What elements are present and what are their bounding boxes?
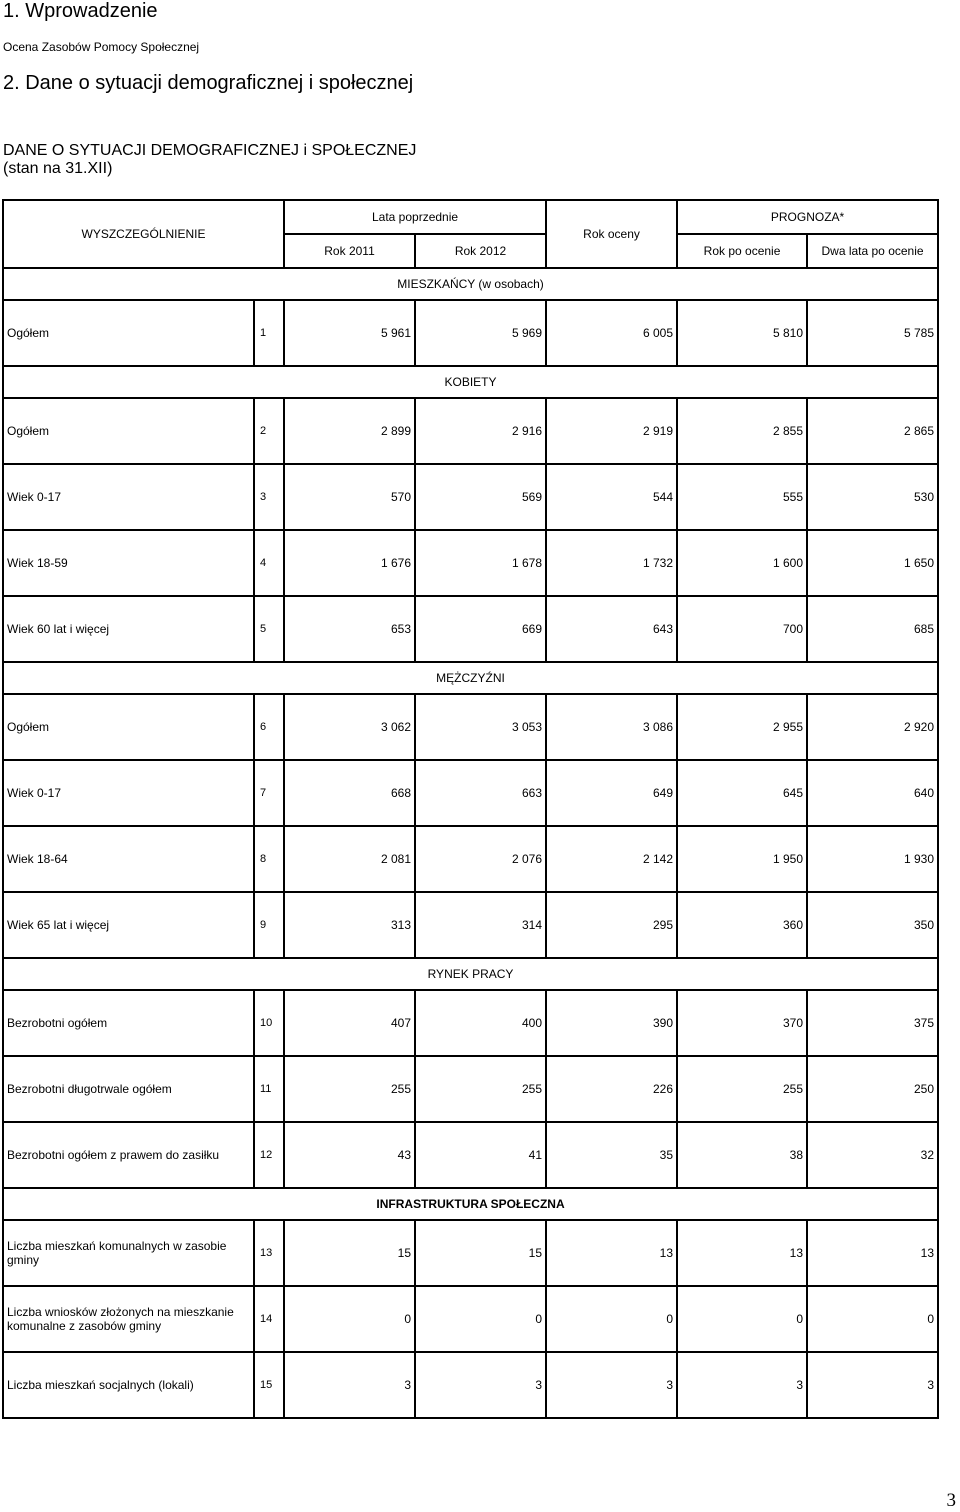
value-cell: 0 — [415, 1286, 546, 1352]
row-number: 9 — [254, 892, 284, 958]
row-label: Bezrobotni ogółem — [3, 990, 254, 1056]
value-cell: 3 — [415, 1352, 546, 1418]
value-cell: 370 — [677, 990, 807, 1056]
value-cell: 255 — [415, 1056, 546, 1122]
header-forecast-2: Dwa lata po ocenie — [807, 234, 938, 268]
section-header: KOBIETY — [3, 366, 938, 398]
row-label: Wiek 60 lat i więcej — [3, 596, 254, 662]
value-cell: 1 650 — [807, 530, 938, 596]
header-wyszczegolnienie: WYSZCZEGÓLNIENIE — [3, 200, 284, 268]
value-cell: 2 855 — [677, 398, 807, 464]
row-number: 5 — [254, 596, 284, 662]
row-label: Liczba wniosków złożonych na mieszkanie komunalne z zasobów gminy — [3, 1286, 254, 1352]
section-row-women — [3, 366, 938, 398]
row-label: Bezrobotni długotrwale ogółem — [3, 1056, 254, 1122]
value-cell: 5 785 — [807, 300, 938, 366]
value-cell: 13 — [677, 1220, 807, 1286]
table-row — [3, 826, 938, 892]
value-cell: 15 — [415, 1220, 546, 1286]
row-number: 7 — [254, 760, 284, 826]
data-table-container — [2, 199, 937, 1419]
value-cell: 569 — [415, 464, 546, 530]
value-cell: 250 — [807, 1056, 938, 1122]
value-cell: 2 955 — [677, 694, 807, 760]
value-cell: 0 — [677, 1286, 807, 1352]
value-cell: 544 — [546, 464, 677, 530]
table-row — [3, 1352, 938, 1418]
value-cell: 5 810 — [677, 300, 807, 366]
value-cell: 2 865 — [807, 398, 938, 464]
table-row — [3, 300, 938, 366]
row-number: 2 — [254, 398, 284, 464]
value-cell: 3 053 — [415, 694, 546, 760]
value-cell: 400 — [415, 990, 546, 1056]
row-number: 10 — [254, 990, 284, 1056]
header-year-2012: Rok 2012 — [415, 234, 546, 268]
value-cell: 685 — [807, 596, 938, 662]
row-number: 13 — [254, 1220, 284, 1286]
value-cell: 350 — [807, 892, 938, 958]
value-cell: 5 961 — [284, 300, 415, 366]
table-row — [3, 1056, 938, 1122]
row-number: 4 — [254, 530, 284, 596]
row-label: Wiek 18-64 — [3, 826, 254, 892]
section-row-labor — [3, 958, 938, 990]
value-cell: 663 — [415, 760, 546, 826]
value-cell: 360 — [677, 892, 807, 958]
value-cell: 13 — [807, 1220, 938, 1286]
value-cell: 649 — [546, 760, 677, 826]
value-cell: 15 — [284, 1220, 415, 1286]
row-label: Liczba mieszkań socjalnych (lokali) — [3, 1352, 254, 1418]
row-number: 15 — [254, 1352, 284, 1418]
section-row-residents — [3, 268, 938, 300]
row-number: 8 — [254, 826, 284, 892]
value-cell: 5 969 — [415, 300, 546, 366]
row-label: Ogółem — [3, 300, 254, 366]
value-cell: 6 005 — [546, 300, 677, 366]
value-cell: 669 — [415, 596, 546, 662]
value-cell: 1 950 — [677, 826, 807, 892]
section-row-men — [3, 662, 938, 694]
row-number: 6 — [254, 694, 284, 760]
row-number: 14 — [254, 1286, 284, 1352]
table-row — [3, 398, 938, 464]
value-cell: 407 — [284, 990, 415, 1056]
value-cell: 390 — [546, 990, 677, 1056]
value-cell: 0 — [546, 1286, 677, 1352]
value-cell: 32 — [807, 1122, 938, 1188]
table-date: (stan na 31.XII) — [3, 160, 113, 177]
row-label: Liczba mieszkań komunalnych w zasobie gminy — [3, 1220, 254, 1286]
row-number: 12 — [254, 1122, 284, 1188]
value-cell: 0 — [284, 1286, 415, 1352]
row-label: Wiek 0-17 — [3, 760, 254, 826]
value-cell: 375 — [807, 990, 938, 1056]
value-cell: 570 — [284, 464, 415, 530]
subtitle: Ocena Zasobów Pomocy Społecznej — [3, 40, 200, 54]
value-cell: 35 — [546, 1122, 677, 1188]
value-cell: 43 — [284, 1122, 415, 1188]
value-cell: 2 920 — [807, 694, 938, 760]
header-rating-year: Rok oceny — [546, 200, 677, 268]
section-row-infra — [3, 1188, 938, 1220]
value-cell: 0 — [807, 1286, 938, 1352]
section-header: MIESZKAŃCY (w osobach) — [3, 268, 938, 300]
table-row — [3, 464, 938, 530]
value-cell: 226 — [546, 1056, 677, 1122]
value-cell: 3 — [284, 1352, 415, 1418]
value-cell: 643 — [546, 596, 677, 662]
page-number: 3 — [946, 1490, 956, 1511]
value-cell: 555 — [677, 464, 807, 530]
table-row — [3, 1286, 938, 1352]
row-label: Wiek 0-17 — [3, 464, 254, 530]
value-cell: 530 — [807, 464, 938, 530]
row-number: 1 — [254, 300, 284, 366]
value-cell: 2 899 — [284, 398, 415, 464]
table-row — [3, 990, 938, 1056]
value-cell: 1 732 — [546, 530, 677, 596]
data-table — [2, 199, 939, 1419]
value-cell: 41 — [415, 1122, 546, 1188]
header-prev-years: Lata poprzednie — [284, 200, 546, 234]
value-cell: 313 — [284, 892, 415, 958]
value-cell: 13 — [546, 1220, 677, 1286]
section-header: INFRASTRUKTURA SPOŁECZNA — [3, 1188, 938, 1220]
table-row — [3, 694, 938, 760]
table-row — [3, 530, 938, 596]
value-cell: 3 086 — [546, 694, 677, 760]
value-cell: 38 — [677, 1122, 807, 1188]
heading-wprowadzenie: 1. Wprowadzenie — [3, 0, 158, 22]
value-cell: 2 916 — [415, 398, 546, 464]
table-row — [3, 1122, 938, 1188]
row-label: Ogółem — [3, 694, 254, 760]
value-cell: 2 919 — [546, 398, 677, 464]
value-cell: 1 678 — [415, 530, 546, 596]
row-number: 11 — [254, 1056, 284, 1122]
value-cell: 2 142 — [546, 826, 677, 892]
table-row — [3, 596, 938, 662]
section-header: RYNEK PRACY — [3, 958, 938, 990]
value-cell: 1 930 — [807, 826, 938, 892]
header-forecast-1: Rok po ocenie — [677, 234, 807, 268]
value-cell: 1 600 — [677, 530, 807, 596]
row-label: Bezrobotni ogółem z prawem do zasiłku — [3, 1122, 254, 1188]
value-cell: 255 — [284, 1056, 415, 1122]
heading-dane: 2. Dane o sytuacji demograficznej i społecznej — [3, 72, 414, 94]
value-cell: 668 — [284, 760, 415, 826]
value-cell: 314 — [415, 892, 546, 958]
value-cell: 2 076 — [415, 826, 546, 892]
value-cell: 295 — [546, 892, 677, 958]
header-forecast: PROGNOZA* — [677, 200, 938, 234]
value-cell: 645 — [677, 760, 807, 826]
value-cell: 3 — [677, 1352, 807, 1418]
row-label: Wiek 65 lat i więcej — [3, 892, 254, 958]
row-label: Ogółem — [3, 398, 254, 464]
value-cell: 1 676 — [284, 530, 415, 596]
row-label: Wiek 18-59 — [3, 530, 254, 596]
table-row — [3, 760, 938, 826]
row-number: 3 — [254, 464, 284, 530]
value-cell: 700 — [677, 596, 807, 662]
value-cell: 640 — [807, 760, 938, 826]
table-row — [3, 892, 938, 958]
value-cell: 3 — [807, 1352, 938, 1418]
value-cell: 653 — [284, 596, 415, 662]
section-header: MĘŻCZYŹNI — [3, 662, 938, 694]
value-cell: 3 — [546, 1352, 677, 1418]
value-cell: 255 — [677, 1056, 807, 1122]
header-year-2011: Rok 2011 — [284, 234, 415, 268]
value-cell: 2 081 — [284, 826, 415, 892]
value-cell: 3 062 — [284, 694, 415, 760]
table-row — [3, 1220, 938, 1286]
table-title: DANE O SYTUACJI DEMOGRAFICZNEJ i SPOŁECZNEJ — [3, 142, 417, 159]
